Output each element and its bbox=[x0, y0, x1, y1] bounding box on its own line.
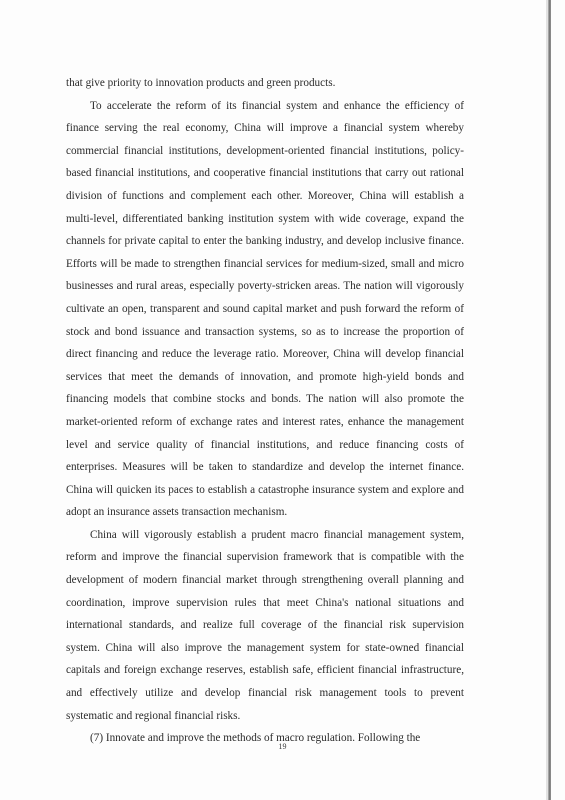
paragraph-financial-supervision: China will vigorously establish a prudent macro financial management system, reform and improve the financial supervision framework that is compatible with the development of modern financial market through strengthening overall planning and coordination, improve supervision rules that meet China's national situations and international standards, and realize full coverage of the financial risk supervision system. China will also improve the management system for state-owned financial capitals and foreign exchange reserves, establish safe, efficient financial infrastructure, and effectively utilize and develop financial risk management tools to prevent systematic and regional financial risks. bbox=[66, 528, 464, 722]
page-edge bbox=[548, 0, 551, 800]
page-number: 19 bbox=[278, 742, 287, 751]
paragraph-continuation: that give priority to innovation products and green products. bbox=[66, 77, 336, 89]
paragraph-macro-regulation: (7) Innovate and improve the methods of macro regulation. Following the bbox=[90, 732, 421, 745]
body-text bbox=[66, 72, 464, 750]
paragraph-financial-reform: To accelerate the reform of its financial system and enhance the efficiency of finance serving the real economy, China will improve a financial system whereby commercial financial institutions, development-oriented financial institutions, policy-based financial institutions, and cooperative financial institutions that carry out rational division of functions and complement each other. Moreover, China will establish a multi-level, differentiated banking institution system with wide coverage, expand the channels for private capital to enter the banking industry, and develop inclusive finance. Efforts will be made to strengthen financial services for medium-sized, small and micro businesses and rural areas, especially poverty-stricken areas. The nation will vigorously cultivate an open, transparent and sound capital market and push forward the reform of stock and bond issuance and transaction systems, so as to increase the proportion of direct financing and reduce the leverage ratio. Moreover, China will develop financial services that meet the demands of innovation, and promote high-yield bonds and financing models that combine stocks and bonds. The nation will also promote the market-oriented reform of exchange rates and interest rates, enhance the management level and service quality of financial institutions, and reduce financing costs of enterprises. Measures will be taken to standardize and develop the internet finance. China will quicken its paces to establish a catastrophe insurance system and explore and adopt an insurance assets transaction mechanism. bbox=[66, 99, 464, 519]
